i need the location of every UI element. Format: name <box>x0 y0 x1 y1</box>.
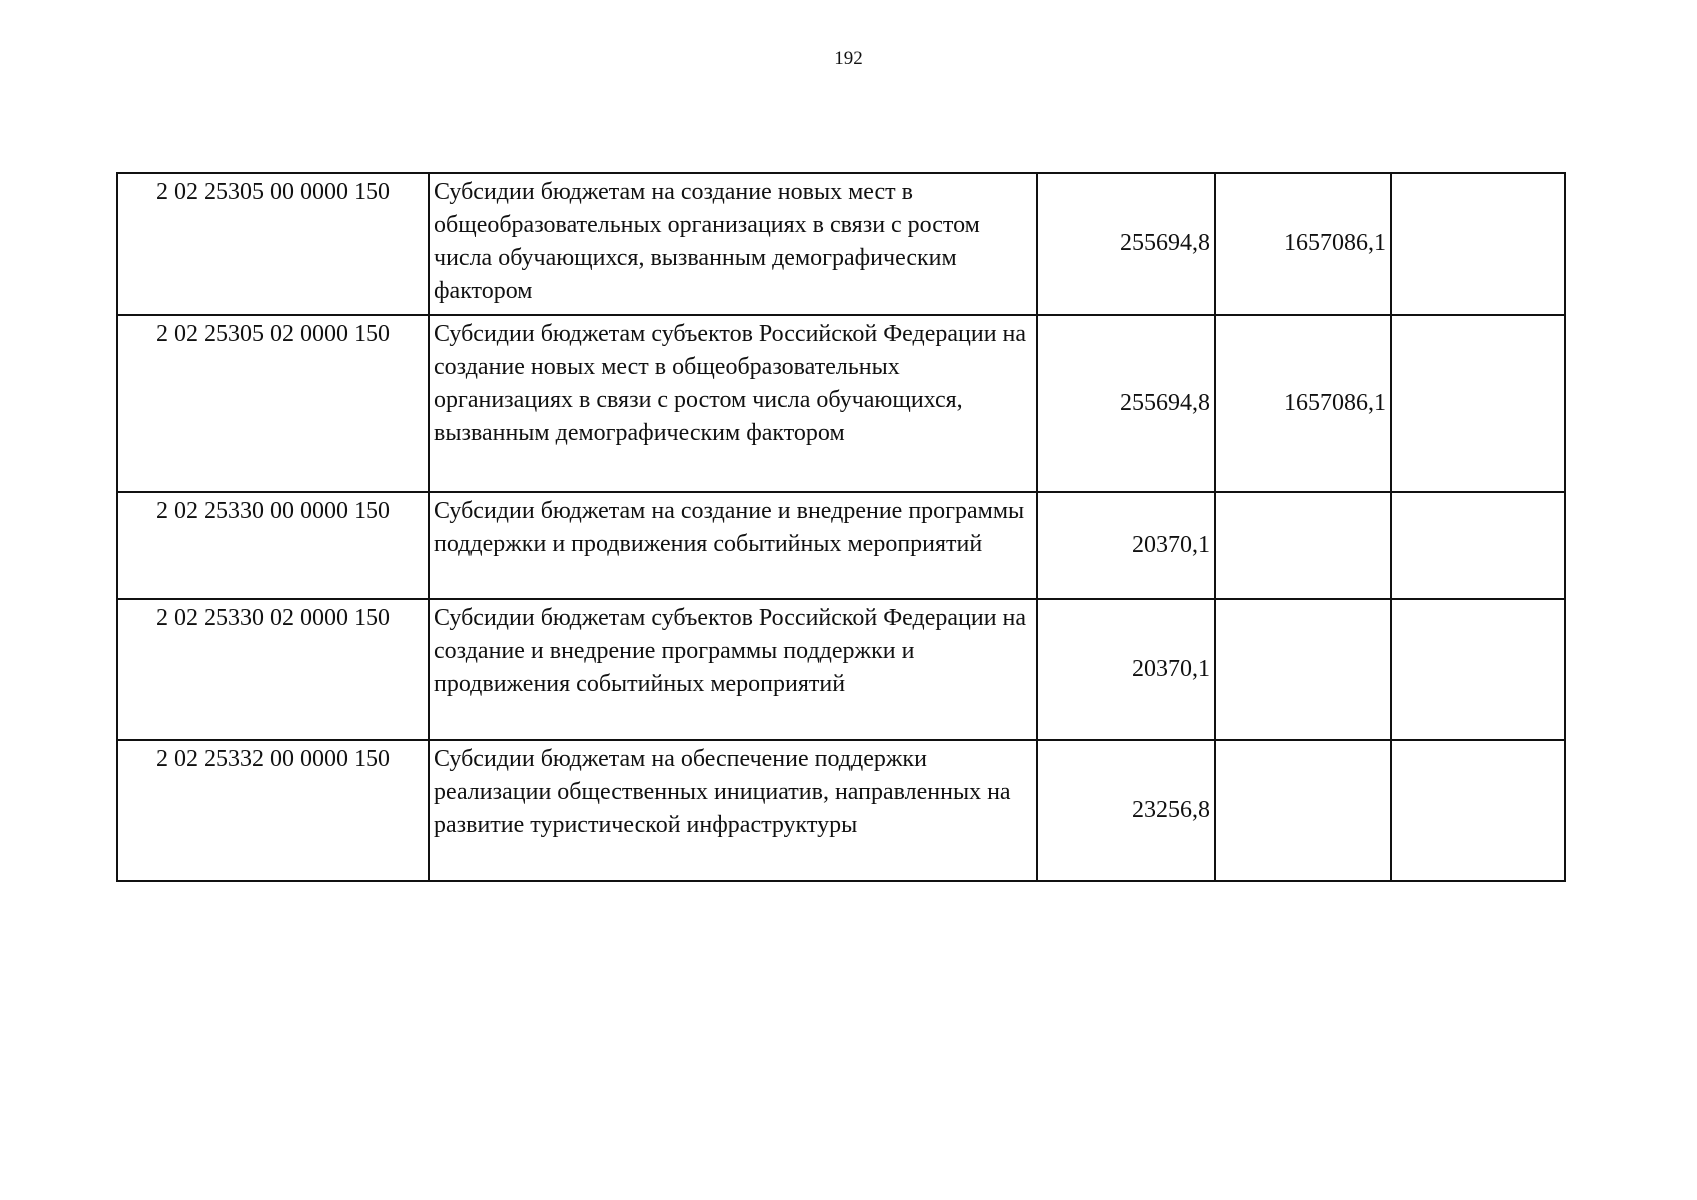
amount-cell-2: 1657086,1 <box>1215 315 1391 492</box>
amount-cell-3 <box>1391 315 1565 492</box>
description-cell: Субсидии бюджетам на создание новых мест в общеобразовательных организациях в связи с ростом числа обучающихся, вызванным демографическим фактором <box>429 173 1037 315</box>
amount-cell-1: 255694,8 <box>1037 315 1215 492</box>
amount-cell-2 <box>1215 492 1391 599</box>
table-row <box>117 599 1565 740</box>
amount-cell-3 <box>1391 599 1565 740</box>
amount-cell-1: 23256,8 <box>1037 740 1215 881</box>
budget-code-cell: 2 02 25330 00 0000 150 <box>117 492 429 599</box>
table-row <box>117 173 1565 315</box>
amount-cell-3 <box>1391 492 1565 599</box>
amount-cell-1: 255694,8 <box>1037 173 1215 315</box>
amount-cell-2 <box>1215 599 1391 740</box>
amount-cell-2: 1657086,1 <box>1215 173 1391 315</box>
description-cell: Субсидии бюджетам субъектов Российской Федерации на создание новых мест в общеобразовательных организациях в связи с ростом числа обучающихся, вызванным демографическим фактором <box>429 315 1037 492</box>
table-row <box>117 492 1565 599</box>
budget-code-cell: 2 02 25330 02 0000 150 <box>117 599 429 740</box>
amount-cell-2 <box>1215 740 1391 881</box>
table-row <box>117 740 1565 881</box>
description-cell: Субсидии бюджетам на обеспечение поддержки реализации общественных инициатив, направленных на развитие туристической инфраструктуры <box>429 740 1037 881</box>
amount-cell-1: 20370,1 <box>1037 599 1215 740</box>
description-cell: Субсидии бюджетам на создание и внедрение программы поддержки и продвижения событийных мероприятий <box>429 492 1037 599</box>
page-number: 192 <box>834 48 863 69</box>
budget-table <box>116 172 1566 882</box>
amount-cell-3 <box>1391 173 1565 315</box>
budget-code-cell: 2 02 25305 02 0000 150 <box>117 315 429 492</box>
description-cell: Субсидии бюджетам субъектов Российской Федерации на создание и внедрение программы поддержки и продвижения событийных мероприятий <box>429 599 1037 740</box>
budget-code-cell: 2 02 25332 00 0000 150 <box>117 740 429 881</box>
amount-cell-1: 20370,1 <box>1037 492 1215 599</box>
amount-cell-3 <box>1391 740 1565 881</box>
budget-code-cell: 2 02 25305 00 0000 150 <box>117 173 429 315</box>
table-row <box>117 315 1565 492</box>
